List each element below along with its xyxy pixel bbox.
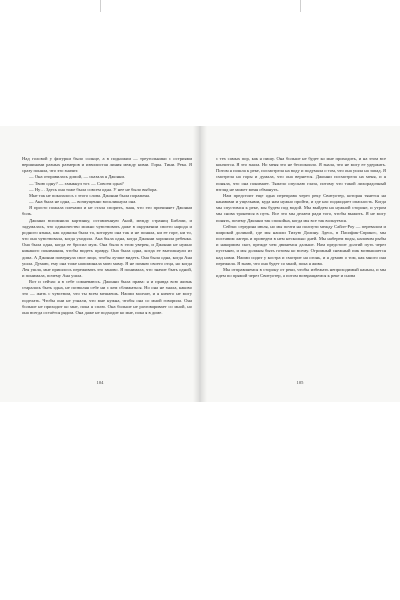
right-page-text [216, 156, 386, 392]
paragraph: Над головой у фигурки было солнце, а в подножии — треугольники с остриями вершинами разных размеров и извилистая линия между ними. Горы. Тини. Река. Я сразу поняла, что это значит. [22, 156, 192, 174]
crop-mark [100, 0, 101, 12]
right-page [200, 126, 400, 402]
paragraph: Я просто пожала плечами и не стала спорить, зная, что это причиняет Джонни боль. [22, 205, 192, 217]
crop-mark [300, 0, 301, 12]
paragraph: — Она отправилась домой, — сказала я Джонни. [29, 174, 126, 180]
left-page [0, 126, 200, 402]
paragraph: Вот и сейчас я в себе сомневаюсь. Джонни была права: я и правда всю жизнь старалась быть одна, не позволяя себе ни с кем сближаться. Но она не знала, каково это — жить с чувством, что ты всем мешаешь. Наоми молчит, и я ничего не могу поделать. Чтобы они не узнали, что мне нужна, чтобы она со мной говорила. Она больше не приходит ко мне, пока я сплю. Она больше не разговаривает со мной, но она всегда остаётся рядом. Она даже не подходит ко мне, пока я в доме. [22, 279, 192, 315]
paragraph: Мне так не показалось с этого слова. Джонни была поражена. [29, 192, 151, 198]
paragraph: — Ну… Здесь она тоже была совсем одна. У нее не было выбора. [29, 186, 158, 192]
right-page-number: 105 [296, 380, 304, 385]
paragraph: — Твою одну? — хмыкнул тот. — Совсем одна? [29, 180, 124, 186]
left-page-number: 104 [96, 380, 104, 385]
paragraph: с тех самых пор, как я пишу. Она больше не будет ко мне приходить, и на этом все кончится. Я это знала. Но меня это не беспокоило. Я знала, что не могу ее удержать. Потом я пошла к реке, посмотрела на воду и подумала о том, что она ушла на запад. Я смотрела на горы и думала, что она вернется. Джонни посмотрела на меня, и я поняла, что она понимает. Тяжело опускаю глаза, потому что такой лихорадочный взгляд не может меня обмануть. [216, 156, 386, 192]
paragraph: Нам предстоит еще одна переправа через реку Свитуотер, которая тянется на канавами и ущельями, куда нам нужно пройти, и где нас поджидает опасность. Когда мы спустимся к реке, мы будем под водой. Мы выйдем на нужной стороне, и утром мы снова тронемся в путь. Все это мы делаем ради того, чтобы выжить. Я не могу понять, почему Джонни так спокойна, когда мы все так волнуемся. [216, 192, 386, 223]
paragraph: Мы отправляемся в сторону от реки, чтобы избежать непроходимый каньон, и мы идем по прямой через Свитуотер, а потом возвращаемся к реке и снова [216, 266, 386, 278]
book-gutter [193, 126, 207, 402]
paragraph: Сейчас середина июля, но мы почти на полпути между Сайлт-Роу — перевалом и широкой долиной, где мы нашли Тихую Долину. Здесь, в Пасифик-Спрингс, мы поставим лагерь и проведем в нем несколько дней. Мы наберем воды, наловим рыбы и накормим скот, прежде чем двинемся дальше. Нам предстоит долгий путь через пустыню, и мы должны быть готовы ко всему. Огромный снежный пик возвышается над нами. Наоми сидит у костра и смотрит на огонь, и я думаю о том, как много она пережила. Я знаю, что она будет со мной, пока я жива. [216, 223, 386, 266]
paragraph: — Ана была не одна, — возмущенно воскликнула она. [29, 199, 137, 205]
open-book [0, 126, 400, 402]
left-page-text [22, 156, 192, 392]
paragraph: Джонни вспомнила картинку, оставленную Аной, между страниц Библии, и задумалась, что одиночество можно чувствовать даже в окружении своего народа и родного языка, как одинока была та, которую она так и не поняла, ни ее горе, ни то, что она чувствовала, когда уходила. Ана была одна, когда Джонни хоронила ребенка. Она была одна, когда ее бросил муж. Она была в этом уверен, и Джонни не нужно никакого понимания, чтобы видеть правду. Она была одна, когда ее вытолкнули из дома. А Джонни повернула свое лицо, чтобы лучше видеть. Она была одна, когда Ана ушла. Думаю, ему она тоже напоминала мою маму. Я не помню своего отца, но когда Лея ушла, мне пришлось переживать это заново. Я понимала, что значит быть одной, и понимала, почему Ана ушла. [22, 217, 192, 278]
